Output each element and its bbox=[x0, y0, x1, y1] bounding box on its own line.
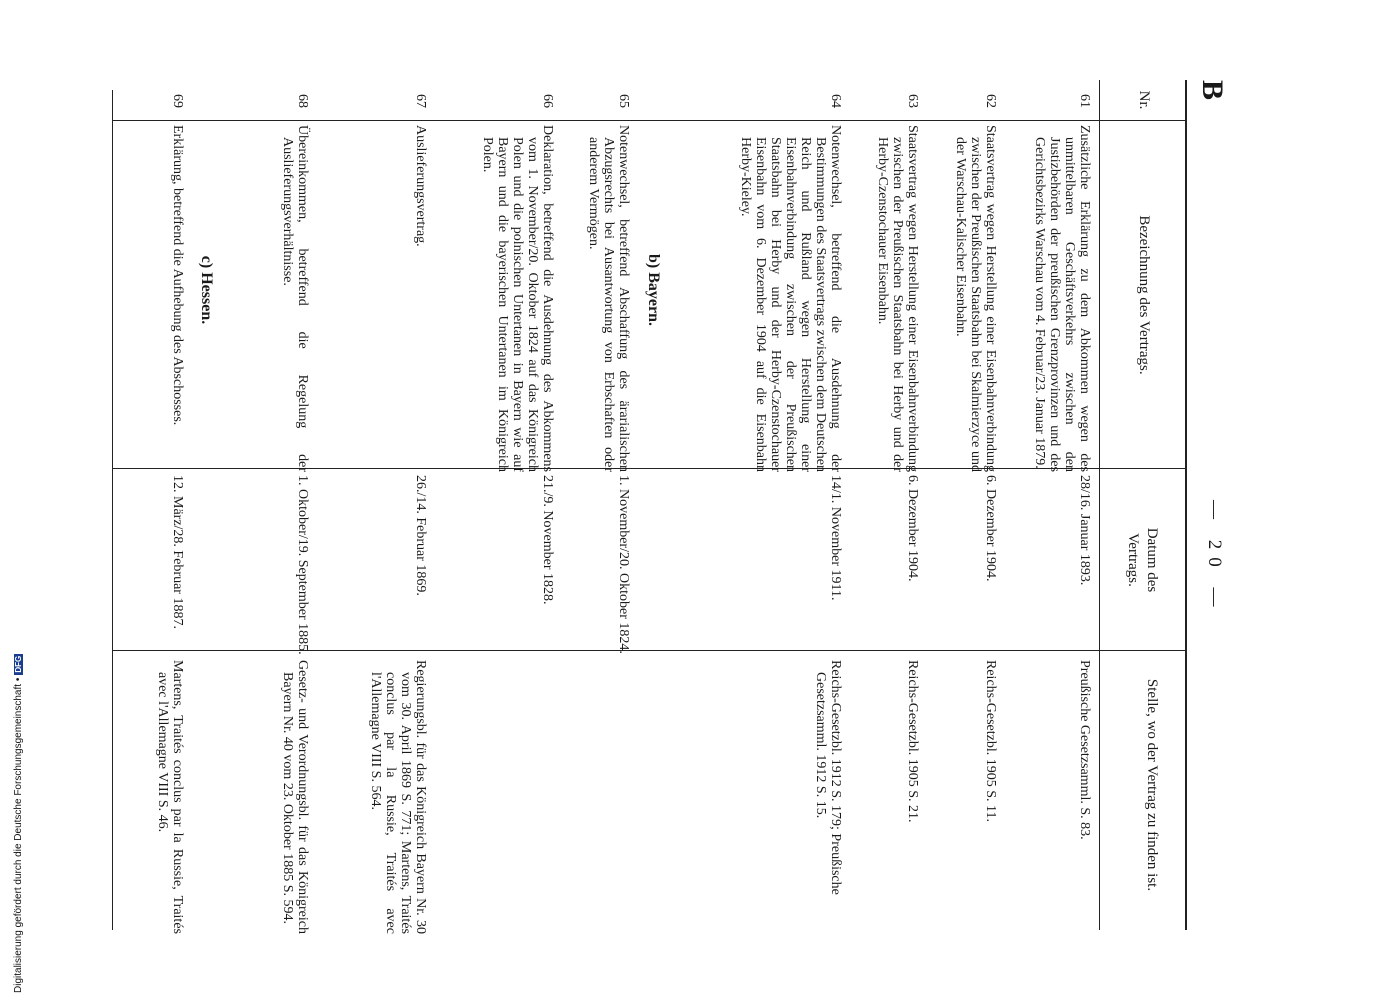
section-letter: B bbox=[1196, 80, 1229, 101]
credit-text: Digitalisierung gefördert durch die Deutsche Forschungsgemeinschaft • bbox=[13, 677, 24, 993]
row-62-stelle: Reichs-Gesetzbl. 1905 S. 11. bbox=[983, 660, 998, 823]
row-63-stelle: Reichs-Gesetzbl. 1905 S. 21. bbox=[905, 660, 920, 823]
row-61-stelle: Preußische Gesetzsamml. S. 83. bbox=[1077, 660, 1092, 840]
column-divider-1 bbox=[113, 120, 1187, 121]
row-69-nr: 69 bbox=[170, 94, 185, 108]
row-69-bezeichnung: Erklärung, betreffend die Aufhebung des Abschosses. bbox=[170, 125, 185, 426]
row-66-bezeichnung: Deklaration, betreffend die Ausdehnung des Abkommens vom 1. November/20. Oktober 1824 auf das Königreich Polen und die polnischen Untertanen in Bayern wie auf Bayern und die bayerischen Untertanen im Königreich Polen. bbox=[480, 125, 555, 472]
table-top-rule bbox=[1185, 80, 1187, 930]
page-number: — 20 — bbox=[1204, 500, 1225, 615]
row-67-bezeichnung: Auslieferungsvertrag. bbox=[413, 125, 428, 247]
row-66-datum: 21./9. November 1828. bbox=[540, 475, 555, 605]
digitization-credit bbox=[13, 603, 24, 993]
row-65-nr: 65 bbox=[616, 94, 631, 108]
row-63-datum: 6. Dezember 1904. bbox=[905, 475, 920, 582]
section-heading-hessen: c) Hessen. bbox=[198, 255, 215, 325]
table-header-rule bbox=[1099, 80, 1100, 930]
row-66-nr: 66 bbox=[540, 94, 555, 108]
row-67-stelle: Regierungsbl. für das Königreich Bayern Nr. 30 vom 30. April 1869 S. 771; Martens, Traités conclus par la Russie, Traités avec l'Allemagne VIII S. 564. bbox=[368, 660, 428, 934]
column-divider-2 bbox=[113, 468, 1187, 469]
row-68-bezeichnung: Übereinkommen, betreffend die Regelung der Auslieferungsverhältnisse. bbox=[280, 125, 310, 472]
row-67-datum: 26./14. Februar 1869. bbox=[413, 475, 428, 596]
row-64-stelle: Reichs-Gesetzbl. 1912 S. 179; Preußische Gesetzsamml. 1912 S. 15. bbox=[813, 660, 843, 895]
row-65-datum: 1. November/20. Oktober 1824. bbox=[616, 475, 631, 654]
dfg-logo: DFG bbox=[14, 655, 23, 673]
row-68-nr: 68 bbox=[295, 94, 310, 108]
row-62-datum: 6. Dezember 1904. bbox=[983, 475, 998, 582]
column-divider-3 bbox=[113, 650, 1187, 651]
row-64-bezeichnung: Notenwechsel, betreffend die Ausdehnung der Bestimmungen des Staatsvertrags zwischen dem Deutschen Reich und Rußland wegen Herstellung einer Eisenbahnverbindung zwischen der Preußischen Staatsbahn bei Herby und der Herby-Czenstochauer Eisenbahn vom 6. Dezember 1904 auf die Eisenbahn Herby-Kieley. bbox=[738, 125, 843, 472]
header-bezeichnung: Bezeichnung des Vertrags. bbox=[1136, 215, 1152, 375]
row-64-nr: 64 bbox=[828, 94, 843, 108]
header-nr: Nr. bbox=[1136, 90, 1152, 110]
row-69-stelle: Martens, Traités conclus par la Russie, Traités avec l'Allemagne VIII S. 46. bbox=[155, 660, 185, 934]
row-63-bezeichnung: Staatsvertrag wegen Herstellung einer Eisenbahnverbindung zwischen der Preußischen Staatsbahn bei Herby und der Herby-Czenstochauer Eisenbahn. bbox=[875, 125, 920, 472]
row-62-bezeichnung: Staatsvertrag wegen Herstellung einer Eisenbahnverbindung zwischen der Preußischen Staatsbahn bei Skalmierzyce und der Warschau-Kalischer Eisenbahn. bbox=[953, 125, 998, 472]
row-67-nr: 67 bbox=[413, 94, 428, 108]
row-63-nr: 63 bbox=[905, 94, 920, 108]
row-62-nr: 62 bbox=[983, 94, 998, 108]
table-bottom-rule bbox=[112, 90, 113, 930]
section-heading-bayern: b) Bayern. bbox=[645, 254, 662, 326]
row-65-bezeichnung: Notenwechsel, betreffend Abschaffung des ärarialischen Abzugsrechts bei Ausantwortung von Erbschaften oder anderem Vermögen. bbox=[586, 125, 631, 472]
row-69-datum: 12. März/28. Februar 1887. bbox=[170, 475, 185, 629]
row-68-datum: 1. Oktober/19. September 1885. bbox=[295, 475, 310, 655]
document-page bbox=[105, 80, 1229, 934]
row-61-nr: 61 bbox=[1077, 94, 1092, 108]
header-datum: Datum des Vertrags. bbox=[1125, 527, 1160, 593]
row-61-bezeichnung: Zusätzliche Erklärung zu dem Abkommen wegen des unmittelbaren Geschäftsverkehrs zwischen den Justizbehörden der preußischen Grenzprovinzen und des Gerichtsbezirks Warschau vom 4. Februar/23. Januar 1879. bbox=[1032, 125, 1092, 472]
row-68-stelle: Gesetz- und Verordnungsbl. für das Königreich Bayern Nr. 40 vom 23. Oktober 1885 S. 594. bbox=[280, 660, 310, 934]
row-64-datum: 14/1. November 1911. bbox=[828, 475, 843, 601]
row-61-datum: 28/16. Januar 1893. bbox=[1077, 475, 1092, 586]
header-stelle: Stelle, wo der Vertrag zu finden ist. bbox=[1144, 678, 1160, 892]
